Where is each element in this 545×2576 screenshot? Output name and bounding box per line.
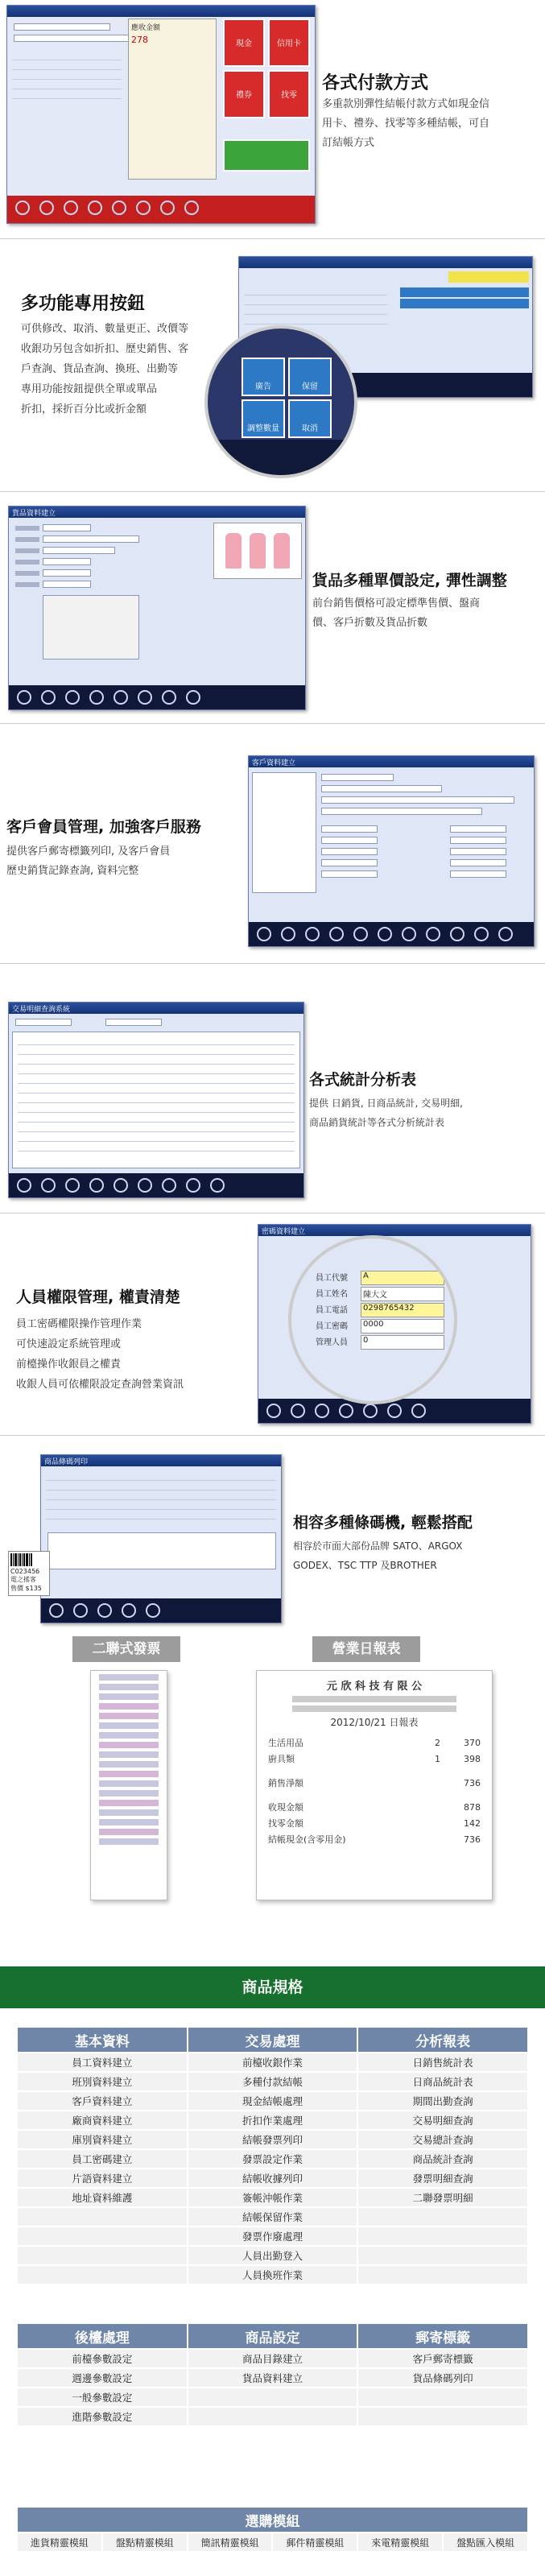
daily-line-label: 銷售淨額 [268, 1778, 303, 1788]
pay-card-button[interactable]: 信用卡 [268, 19, 310, 67]
payment-desc-line: 訂結帳方式 [322, 137, 375, 149]
customer-window-title: 客戶資料建立 [252, 759, 296, 767]
staff-field-value[interactable]: A [361, 1271, 444, 1285]
daily-line-qty: 1 [435, 1754, 440, 1764]
daily-line-amount: 736 [464, 1834, 481, 1845]
daily-line [268, 1832, 481, 1848]
spec-col-modules: 選購模組 [17, 2507, 528, 2533]
spec-cell: 發票設定作業 [188, 2149, 358, 2169]
spec-cell: 結帳保留作業 [188, 2207, 358, 2227]
spec-cell: 日銷售統計表 [357, 2053, 528, 2072]
staff-field-value[interactable]: 0000 [361, 1319, 444, 1333]
spec-row [17, 2188, 528, 2207]
spec-cell: 發票作廢處理 [188, 2227, 358, 2246]
spec-cell [17, 2246, 188, 2265]
daily-line-label: 結帳現金(含零用金) [268, 1834, 346, 1845]
report-desc-line: 商品銷貨統計等各式分析統計表 [309, 1117, 445, 1128]
spec-cell: 商品目錄建立 [188, 2349, 358, 2368]
spec-cell: 人員換班作業 [188, 2265, 358, 2284]
keys-desc-line: 專用功能按鈕提供全單或單品 [21, 383, 158, 395]
pay-key-panel [223, 19, 312, 176]
daily-company: 元 欣 科 技 有 限 公 [326, 1681, 423, 1693]
spec-cell: 二聯發票明細 [357, 2188, 528, 2207]
spec-module-cell: 進貨精靈模組 [17, 2533, 102, 2552]
spec-cell [357, 2246, 528, 2265]
payment-desc-line: 多重款別彈性結帳付款方式如現金信 [322, 98, 490, 110]
spec-row [17, 2368, 528, 2388]
spec-row [17, 2388, 528, 2407]
spec-cell: 進階參數設定 [17, 2407, 188, 2426]
spec-row [17, 2169, 528, 2188]
staff-field-row [316, 1303, 444, 1317]
daily-line-amount: 878 [464, 1802, 481, 1813]
spec-col-product: 商品設定 [188, 2323, 358, 2349]
goods-title: 貨品多種單價設定, 彈性調整 [312, 572, 507, 589]
spec-row [17, 2072, 528, 2091]
spec-row [17, 2207, 528, 2227]
goods-desc-line: 價、客戶折數及貨品折數 [312, 617, 428, 629]
staff-field-label: 員工姓名 [316, 1290, 348, 1299]
spec-cell: 折扣作業處理 [188, 2111, 358, 2130]
daily-line [268, 1735, 481, 1751]
barcode-title: 相容多種條碼機, 輕鬆搭配 [293, 1514, 473, 1532]
spec-row [17, 2407, 528, 2426]
staff-desc-line: 前檯操作收銀員之權責 [16, 1358, 122, 1371]
pay-change-button[interactable]: 找零 [268, 70, 310, 118]
staff-desc-line: 收銀人員可依權限設定查詢營業資訊 [16, 1379, 184, 1391]
keys-desc-line: 收銀功另包含如折扣、歷史銷售、客 [21, 343, 189, 355]
spec-table-modules [16, 2506, 529, 2553]
keys-desc [21, 319, 238, 420]
spec-cell [17, 2207, 188, 2227]
staff-field-value[interactable]: 0298765432 [361, 1303, 444, 1317]
spec-cell: 班別資料建立 [17, 2072, 188, 2091]
staff-field-label: 管理人員 [316, 1338, 348, 1347]
daily-line-amount: 142 [464, 1818, 481, 1829]
daily-line-qty [400, 1800, 440, 1816]
goods-product-images [213, 523, 302, 579]
spec-col-report: 分析報表 [357, 2027, 528, 2053]
spec-cell: 現金結帳處理 [188, 2091, 358, 2111]
spec-cell: 多種付款結帳 [188, 2072, 358, 2091]
spec-cell: 貨品資料建立 [188, 2368, 358, 2388]
spec-module-cell: 來電精靈模組 [357, 2533, 443, 2552]
payment-title: 各式付款方式 [322, 73, 429, 93]
keys-title: 多功能專用按鈕 [21, 294, 146, 314]
barcode-sample-label [8, 1551, 50, 1596]
spec-cell [188, 2407, 358, 2426]
spec-cell: 日商品統計表 [357, 2072, 528, 2091]
spec-cell: 地址資料維護 [17, 2188, 188, 2207]
spec-module-cell: 盤點匯入模組 [443, 2533, 528, 2552]
daily-line-qty: 2 [435, 1738, 440, 1748]
spec-cell: 簽帳沖帳作業 [188, 2188, 358, 2207]
spec-cell [357, 2227, 528, 2246]
barcode-window-title: 商品條碼列印 [44, 1458, 89, 1466]
daily-report-tab: 營業日報表 [312, 1636, 420, 1662]
payment-screenshot [6, 5, 316, 224]
daily-line [268, 1800, 481, 1816]
spec-row [17, 2111, 528, 2130]
invoice-receipt [90, 1670, 167, 1900]
spec-cell: 商品統計查詢 [357, 2149, 528, 2169]
spec-module-cell: 簡訊精靈模組 [188, 2533, 273, 2552]
staff-field-value[interactable]: 0 [361, 1335, 444, 1350]
spec-row [17, 2053, 528, 2072]
customer-desc [6, 842, 245, 881]
spec-table-backend [16, 2322, 529, 2427]
spec-cell: 客戶郵寄標籤 [357, 2349, 528, 2368]
goods-desc-line: 前台銷售價格可設定標準售價、盤商 [312, 597, 481, 610]
daily-line-label: 廚具類 [268, 1754, 295, 1764]
zoom-ad-button[interactable]: 廣告 [242, 358, 285, 396]
spec-module-cell: 郵件精靈模組 [272, 2533, 357, 2552]
staff-field-row [316, 1287, 444, 1301]
spec-col-basic: 基本資料 [17, 2027, 188, 2053]
customer-title: 客戶會員管理, 加強客戶服務 [6, 818, 201, 836]
zoom-hold-button[interactable]: 保留 [288, 358, 332, 396]
staff-field-label: 員工電話 [316, 1306, 348, 1315]
payment-panel [128, 19, 217, 180]
customer-desc-line: 提供客戶郵寄標籤列印, 及客戶會員 [6, 846, 171, 858]
spec-table-main [16, 2026, 529, 2285]
spec-cell: 員工密碼建立 [17, 2149, 188, 2169]
spec-cell [357, 2407, 528, 2426]
customer-desc-line: 歷史銷貨記錄查詢, 資料完整 [6, 865, 139, 877]
daily-line [268, 1816, 481, 1832]
keys-desc-line: 戶查詢、貨品查詢、換班、出勤等 [21, 363, 179, 375]
staff-field-row [316, 1335, 444, 1350]
barcode-desc-line: GODEX、TSC TTP 及BROTHER [293, 1560, 437, 1571]
spec-col-backend: 後檯處理 [17, 2323, 188, 2349]
spec-cell: 交易明細查詢 [357, 2111, 528, 2130]
staff-title: 人員權限管理, 權責清楚 [16, 1288, 180, 1306]
daily-line-qty [400, 1776, 440, 1792]
daily-line-amount: 736 [464, 1778, 481, 1788]
customer-screenshot [248, 755, 535, 947]
spec-cell: 交易總計查詢 [357, 2130, 528, 2149]
daily-lines [268, 1735, 481, 1848]
spec-cell: 員工資料建立 [17, 2053, 188, 2072]
barcode-label-text: 電之搖客 [10, 1576, 36, 1583]
staff-desc [16, 1314, 258, 1395]
staff-zoom-circle [288, 1235, 457, 1404]
staff-desc-line: 員工密碼權限操作管理作業 [16, 1318, 142, 1330]
spec-row [17, 2149, 528, 2169]
barcode-desc [293, 1536, 535, 1575]
spec-cell: 貨品條碼列印 [357, 2368, 528, 2388]
zoom-cancel-button[interactable]: 取消 [288, 399, 332, 438]
spec-module-cell: 盤點精靈模組 [102, 2533, 188, 2552]
staff-field-value[interactable]: 陳大文 [361, 1287, 444, 1301]
spec-cell: 人員出勤登入 [188, 2246, 358, 2265]
staff-window-title: 密碼資料建立 [262, 1228, 306, 1236]
payment-desc [322, 95, 539, 153]
barcode-desc-line: 相容於市面大部份品牌 SATO、ARGOX [293, 1540, 463, 1552]
spec-row [17, 2130, 528, 2149]
daily-line-amount: 370 [464, 1738, 481, 1748]
daily-date: 2012/10/21 日報表 [330, 1717, 419, 1728]
spec-cell: 期間出勤查詢 [357, 2091, 528, 2111]
spec-cell [188, 2388, 358, 2407]
spec-cell: 庫別資料建立 [17, 2130, 188, 2149]
goods-window-title: 貨品資料建立 [12, 510, 56, 518]
barcode-section [0, 1446, 545, 1962]
daily-line-amount: 398 [464, 1754, 481, 1764]
spec-row [17, 2349, 528, 2368]
daily-line-qty [400, 1816, 440, 1832]
spec-cell: 結帳發票列印 [188, 2130, 358, 2149]
zoom-qty-button[interactable]: 調整數量 [242, 399, 285, 438]
spec-row [17, 2091, 528, 2111]
report-title: 各式統計分析表 [309, 1071, 417, 1089]
invoice-tab: 二聯式發票 [72, 1636, 180, 1662]
barcode-icon [10, 1553, 47, 1566]
payment-desc-line: 用卡、禮券、找零等多種結帳，可自 [322, 118, 490, 130]
daily-line-label: 收現金額 [268, 1802, 303, 1813]
staff-field-row [316, 1319, 444, 1333]
spec-cell [17, 2265, 188, 2284]
pay-voucher-button[interactable]: 禮券 [223, 70, 265, 118]
staff-desc-line: 可快速設定系統管理或 [16, 1338, 122, 1350]
goods-screenshot [8, 506, 306, 710]
daily-line [268, 1751, 481, 1768]
report-desc-line: 提供 日銷貨, 日商品統計, 交易明細, [309, 1098, 463, 1109]
staff-field-row [316, 1271, 444, 1285]
spec-col-label: 郵寄標籤 [357, 2323, 528, 2349]
report-screenshot [8, 1002, 304, 1198]
keys-desc-line: 折扣，採折百分比或折金額 [21, 403, 147, 416]
spec-cell [357, 2388, 528, 2407]
spec-cell: 前檯收銀作業 [188, 2053, 358, 2072]
pay-cash-button[interactable]: 現金 [223, 19, 265, 67]
spec-cell: 一般參數設定 [17, 2388, 188, 2407]
barcode-label-code: C023456 [10, 1568, 40, 1575]
report-desc [309, 1094, 543, 1132]
amount-label: 應收金額 [131, 24, 161, 32]
daily-line-label: 生活用品 [268, 1738, 303, 1748]
spec-cell [357, 2207, 528, 2227]
keys-desc-line: 可供修改、取消、數量更正、改價等 [21, 323, 189, 335]
spec-cell [17, 2227, 188, 2246]
goods-desc [312, 594, 543, 633]
daily-line-qty [400, 1832, 440, 1848]
staff-field-label: 員工密碼 [316, 1322, 348, 1331]
amount-value: 278 [131, 35, 148, 45]
spec-cell: 片語資料建立 [17, 2169, 188, 2188]
spec-cell: 發票明細查詢 [357, 2169, 528, 2188]
report-window-title: 交易明細查詢系統 [12, 1006, 71, 1014]
spec-row [17, 2227, 528, 2246]
spec-header: 商品規格 [0, 1966, 545, 2008]
spec-row [17, 2246, 528, 2265]
staff-field-label: 員工代號 [316, 1274, 348, 1283]
spec-cell: 客戶資料建立 [17, 2091, 188, 2111]
spec-cell: 廠商資料建立 [17, 2111, 188, 2130]
spec-cell: 結帳收據列印 [188, 2169, 358, 2188]
spec-cell: 週邊參數設定 [17, 2368, 188, 2388]
barcode-screenshot [40, 1454, 282, 1623]
barcode-label-price: 售價 $135 [10, 1585, 42, 1592]
spec-cell [357, 2265, 528, 2284]
daily-line-label: 找零金額 [268, 1818, 303, 1829]
daily-report-receipt [256, 1670, 493, 1900]
spec-cell: 前檯參數設定 [17, 2349, 188, 2368]
daily-line [268, 1776, 481, 1792]
spec-row [17, 2265, 528, 2284]
spec-col-trade: 交易處理 [188, 2027, 358, 2053]
